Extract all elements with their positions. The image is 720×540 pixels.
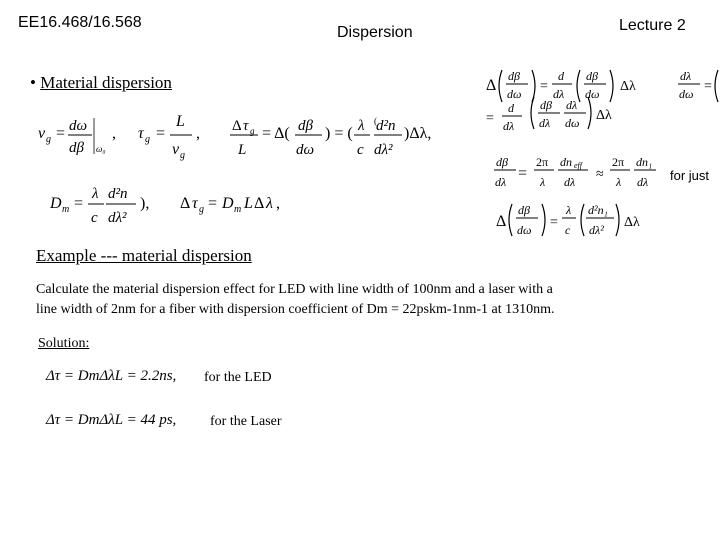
svg-text:dλ: dλ (564, 175, 576, 189)
group-velocity-equations (36, 108, 436, 168)
svg-text:dλ: dλ (495, 175, 507, 189)
svg-text:d²n: d²n (376, 118, 396, 134)
svg-text:Δ: Δ (496, 213, 507, 230)
svg-text:(: ( (374, 116, 377, 126)
svg-text:=: = (704, 79, 712, 94)
derivation-right-bottom (494, 200, 664, 244)
svg-text:),: ), (140, 195, 150, 212)
svg-text:Δ: Δ (486, 77, 497, 94)
svg-text:=: = (486, 111, 494, 126)
svg-text:Δλ: Δλ (596, 108, 612, 123)
svg-text:=: = (540, 79, 548, 94)
svg-text:dω: dω (585, 87, 600, 101)
svg-text:g: g (46, 134, 51, 145)
svg-text:c: c (565, 223, 571, 237)
svg-text:dn₁: dn₁ (636, 155, 653, 169)
svg-text:τ: τ (192, 195, 198, 212)
svg-text:dω: dω (507, 87, 522, 101)
svg-text:dλ²: dλ² (589, 223, 604, 237)
svg-text:λ: λ (540, 175, 546, 189)
svg-text:dλ²: dλ² (374, 142, 393, 158)
svg-text:g: g (180, 150, 185, 161)
svg-text:,: , (196, 125, 200, 142)
laser-note: for the Laser (210, 414, 282, 429)
example-title: Example --- material dispersion (36, 246, 252, 265)
example-text-line-1: Calculate the material dispersion effect for LED with line width of 100nm and a laser with a (36, 282, 553, 297)
svg-text:λ: λ (616, 175, 622, 189)
led-result: Δτ = DmΔλL = 2.2ns, (46, 368, 177, 384)
svg-text:2π: 2π (612, 155, 625, 169)
svg-text:)Δλ,: )Δλ, (404, 125, 432, 142)
svg-text:dλ: dλ (566, 98, 578, 112)
svg-text:dλ: dλ (680, 69, 692, 83)
svg-text:c: c (91, 210, 98, 226)
svg-text:Δ: Δ (254, 195, 265, 212)
svg-text:dλ²: dλ² (108, 210, 127, 226)
svg-text:dω: dω (517, 223, 532, 237)
svg-text:dn: dn (560, 155, 572, 169)
svg-text:dβ: dβ (298, 118, 313, 134)
svg-text:d²n: d²n (108, 186, 128, 202)
svg-text:Δ: Δ (232, 118, 242, 134)
svg-text:λ: λ (266, 195, 273, 212)
svg-text:g: g (199, 204, 204, 215)
svg-text:τ: τ (243, 118, 249, 134)
svg-text:d: d (558, 69, 564, 83)
svg-text:dβ: dβ (586, 69, 598, 83)
side-note: for just (670, 168, 710, 183)
svg-text:v: v (172, 141, 180, 158)
slide-topic: Dispersion (337, 24, 413, 41)
svg-text:dω: dω (565, 116, 580, 130)
derivation-right-middle (492, 150, 672, 194)
bullet-label: Material dispersion (40, 73, 172, 92)
svg-text:dλ: dλ (553, 87, 565, 101)
example-text-line-2: line width of 2nm for a fiber with dispersion coefficient of Dm = 22pskm-1nm-1 at 1310nm. (36, 302, 555, 317)
svg-text:λ: λ (358, 118, 365, 134)
svg-text:dω: dω (69, 118, 88, 134)
svg-text:d²n₁: d²n₁ (588, 203, 608, 217)
svg-text:Δ: Δ (180, 195, 191, 212)
svg-text:D: D (222, 195, 234, 212)
svg-text:,: , (276, 195, 280, 212)
svg-text:) = (: ) = ( (325, 125, 353, 142)
svg-text:eff: eff (574, 161, 582, 170)
svg-text:dω: dω (679, 87, 694, 101)
svg-text:dβ: dβ (518, 203, 530, 217)
svg-text:Δλ: Δλ (620, 79, 636, 94)
svg-text:L: L (176, 113, 185, 130)
svg-text:D: D (50, 195, 62, 212)
svg-text:=: = (74, 195, 84, 212)
svg-text:ω₀: ω₀ (96, 144, 106, 154)
svg-text:τ: τ (138, 125, 144, 142)
svg-text:=: = (56, 125, 66, 142)
laser-result: Δτ = DmΔλL = 44 ps, (46, 412, 177, 428)
svg-text:λ: λ (566, 203, 572, 217)
svg-text:dβ: dβ (496, 155, 508, 169)
svg-text:Δλ: Δλ (624, 215, 640, 230)
led-note: for the LED (204, 370, 272, 385)
dispersion-coefficient-equations (48, 178, 308, 234)
svg-text:m: m (234, 204, 242, 215)
lecture-number: Lecture 2 (619, 17, 686, 34)
svg-text:g: g (250, 126, 255, 136)
svg-text:=: = (550, 215, 558, 230)
svg-text:≈: ≈ (596, 167, 604, 182)
svg-text:=: = (208, 195, 218, 212)
svg-text:dλ: dλ (539, 116, 551, 130)
svg-text:dβ: dβ (508, 69, 520, 83)
svg-text:2π: 2π (536, 155, 549, 169)
solution-label: Solution: (38, 336, 90, 351)
svg-text:L: L (244, 195, 253, 212)
svg-text:d: d (508, 101, 514, 115)
course-code: EE16.468/16.568 (18, 14, 142, 31)
svg-text:λ: λ (92, 186, 99, 202)
svg-text:dλ: dλ (637, 175, 649, 189)
svg-text:= Δ(: = Δ( (262, 125, 290, 142)
svg-text:g: g (145, 134, 150, 145)
bullet-heading (30, 73, 172, 93)
svg-text:c: c (357, 142, 364, 158)
svg-text:=: = (156, 125, 166, 142)
svg-text:L: L (238, 142, 247, 158)
bullet-icon: • (30, 73, 36, 92)
svg-text:,: , (112, 125, 116, 142)
svg-text:dλ: dλ (503, 119, 515, 132)
svg-text:m: m (62, 204, 70, 215)
derivation-right-top-2 (522, 95, 642, 135)
svg-text:v: v (38, 125, 46, 142)
svg-text:dω: dω (296, 142, 315, 158)
svg-text:=: = (518, 165, 528, 182)
svg-text:dβ: dβ (540, 98, 552, 112)
svg-text:dβ: dβ (69, 140, 84, 156)
